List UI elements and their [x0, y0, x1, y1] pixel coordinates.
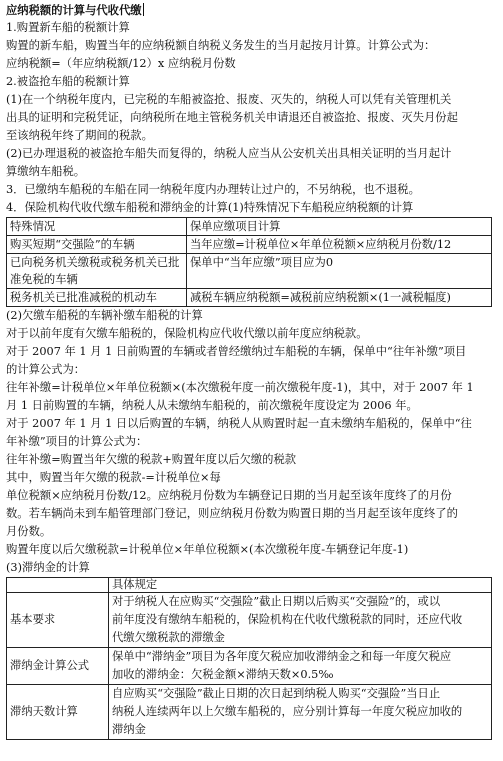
- table-header-cell: 具体规定: [109, 578, 492, 593]
- section-5-line: 对于 2007 年 1 月 1 日以后购置的车辆，纳税人从购置时起一直未缴纳车船税的，保单中“往: [6, 417, 472, 430]
- section-5-line: 对于以前年度有欠缴车船税的，保险机构应代收代缴以前年度应纳税款。: [6, 327, 368, 340]
- title-text: 应纳税额的计算与代收代缴: [6, 3, 142, 17]
- section-2-p2-line: 算缴纳车船税。: [6, 165, 86, 178]
- section-2-p1-line: 出具的证明和完税凭证，向纳税所在地主管税务机关申请退还自被盗抢、报废、灭失月份起: [6, 111, 458, 124]
- table-row: [7, 289, 492, 307]
- section-1-formula: 应纳税额=（年应纳税额/12）x 应纳税月份数: [6, 57, 236, 70]
- cell-line: 代缴欠缴税款的滞缴金: [112, 631, 225, 644]
- section-5-heading: (2)欠缴车船税的车辆补缴车船税的计算: [6, 309, 203, 322]
- table-cell: 购买短期“交强险”的车辆: [7, 236, 187, 254]
- table-cell: 滞纳天数计算: [7, 685, 109, 740]
- table-row: [7, 593, 492, 648]
- table-header-row: [7, 218, 492, 236]
- section-2-heading: 2.被盗抢车船的税额计算: [6, 75, 130, 88]
- section-5-line: 往年补缴=计税单位×年单位税额×(本次缴税年度一前次缴税年度-1)，其中，对于 2007 年 1: [6, 381, 474, 394]
- section-5-line: 月 1 日前购置的车辆，纳税人从未缴纳车船税的，前次缴税年度设定为 2006 年。: [6, 399, 418, 412]
- table-header-cell: 保单应缴项目计算: [187, 218, 492, 236]
- section-5-line: 年补缴”项目的计算公式为：: [6, 435, 148, 448]
- document-title: [6, 1, 496, 19]
- table-row: [7, 685, 492, 740]
- section-5-line: 的计算公式为：: [6, 363, 86, 376]
- section-5-line: 购置年度以后欠缴税款=计税单位×年单位税额×(本次缴税年度-车辆登记年度-1): [6, 543, 409, 556]
- cell-line: 自应购买“交强险”截止日期的次日起到纳税人购买“交强险”当日止: [112, 687, 441, 700]
- cell-line: 纳税人连续两年以上欠缴车船税的，应分别计算每一年度欠税应加收的: [112, 705, 463, 718]
- special-cases-table: [6, 217, 492, 307]
- section-5-line: 其中，购置当年欠缴的税款-=计税单位×每: [6, 471, 221, 484]
- table-cell: [109, 685, 492, 740]
- table-cell: 当年应缴=计税单位×年单位税额×应纳税月份数/12: [187, 236, 492, 254]
- table-row: [7, 648, 492, 685]
- cell-line: 滞纳金: [112, 723, 146, 736]
- table-cell: 滞纳金计算公式: [7, 648, 109, 685]
- cell-line: 保单中“滞纳金”项目为各年度欠税应加收滞纳金之和每一年度欠税应: [112, 650, 452, 663]
- section-5-line: 单位税额×应纳税月份数/12。应纳税月份数为车辆登记日期的当月起至该年度终了的月份: [6, 489, 452, 502]
- table-cell: [109, 648, 492, 685]
- section-3-text: 3．已缴纳车船税的车船在同一纳税年度内办理转让过户的，不另纳税，也不退税。: [6, 183, 420, 196]
- table-cell: 基本要求: [7, 593, 109, 648]
- document: [6, 1, 496, 740]
- section-2-p1-line: (1)在一个纳税年度内，已完税的车船被盗抢、报废、灭失的，纳税人可以凭有关管理机关: [6, 93, 452, 106]
- section-6-heading: (3)滞纳金的计算: [6, 561, 90, 574]
- table-row: [7, 254, 492, 289]
- section-5-line: 对于 2007 年 1 月 1 日前购置的车辆或者曾经缴纳过车船税的车辆，保单中“往年补缴”项目: [6, 345, 467, 358]
- cell-line: 对于纳税人在应购买“交强险”截止日期以后购买“交强险”的，或以: [112, 595, 441, 608]
- cell-line: 加收的滞纳金：欠税金额×滞纳天数×0.5‰: [112, 668, 334, 681]
- table-header-cell: 特殊情况: [7, 218, 187, 236]
- table-cell: 税务机关已批准减税的机动车: [7, 289, 187, 307]
- section-4-heading: 4．保险机构代收代缴车船税和滞纳金的计算(1)特殊情况下车船税应纳税额的计算: [6, 201, 414, 214]
- section-5-line: 往年补缴=购置当年欠缴的税款+购置年度以后欠缴的税款: [6, 453, 297, 466]
- section-2-p1-line: 至该纳税年终了期间的税款。: [6, 129, 153, 142]
- section-2-p2-line: (2)已办理退税的被盗抢车船失而复得的，纳税人应当从公安机关出具相关证明的当月起计: [6, 147, 452, 160]
- section-1-heading: 1.购置新车船的税额计算: [6, 21, 130, 34]
- table-cell: [109, 593, 492, 648]
- late-fee-table: [6, 577, 492, 740]
- text-cursor: [143, 3, 144, 16]
- section-5-line: 数。若车辆尚未到车船管理部门登记，则应纳税月份数为购置日期的当月起至该年度终了的: [6, 507, 458, 520]
- table-header-cell: [7, 578, 109, 593]
- table-cell: 减税车辆应纳税额=减税前应纳税额×(1一减税幅度): [187, 289, 492, 307]
- table-cell: 保单中“当年应缴”项目应为0: [187, 254, 492, 289]
- table-header-row: [7, 578, 492, 593]
- table-cell: 已向税务机关缴税或税务机关已批准免税的车辆: [7, 254, 187, 289]
- table-row: [7, 236, 492, 254]
- section-5-line: 月份数。: [6, 525, 52, 538]
- section-1-text: 购置的新车船，购置当年的应纳税额自纳税义务发生的当月起按月计算。计算公式为：: [6, 39, 436, 52]
- cell-line: 前年度没有缴纳车船税的，保险机构在代收代缴税款的同时，还应代收: [112, 613, 463, 626]
